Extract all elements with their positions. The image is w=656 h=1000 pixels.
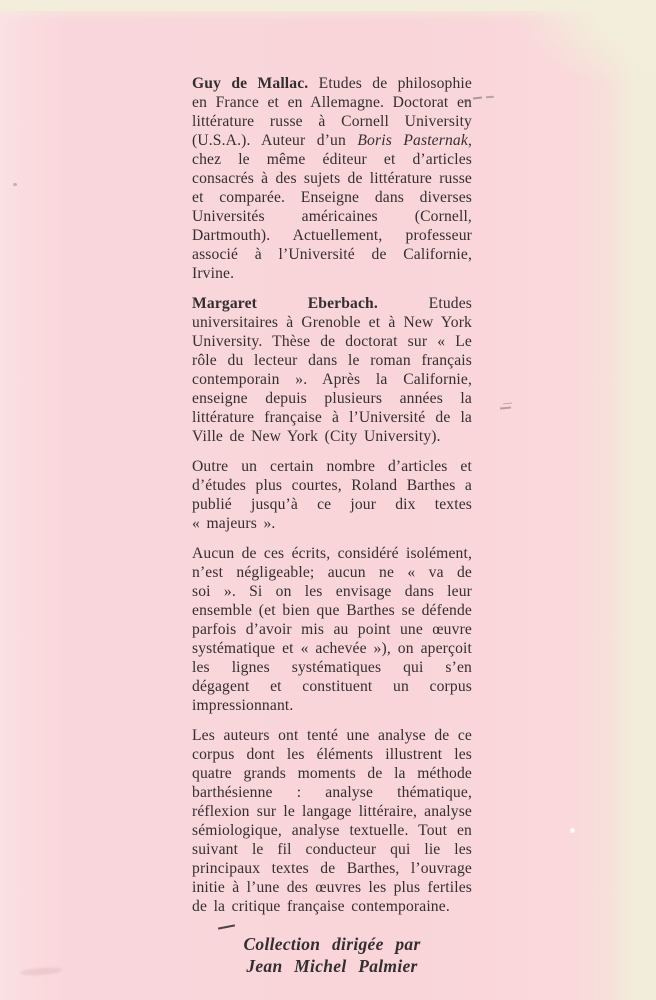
paragraph-barthes-publications: Outre un certain nombre d’articles et d’études plus courtes, Roland Barthes a publié jusqu’à ce jour dix textes « majeurs ». xyxy=(192,458,472,532)
colophon-line-1: Collection dirigée par xyxy=(243,934,421,954)
pencil-dash-mark xyxy=(218,924,235,929)
author-name-eberbach: Margaret Eberbach. xyxy=(192,295,378,312)
author-name-mallac: Guy de Mallac. xyxy=(192,75,309,92)
pencil-mark xyxy=(503,403,512,405)
paragraph-book-method: Les auteurs ont tenté une analyse de ce corpus dont les éléments illustrent les quatre grands moments de la méthode barthésienne : analyse thématique, réflexion sur le langage littéraire, analyse sémiologique, analyse textuelle. Tout en suivant le fil conducteur qui lie les principaux textes de Barthes, l’ouvrage initie à l’une des œuvres les plus fertiles de la critique française contemporaine. xyxy=(192,727,472,915)
paragraph-author-bio-eberbach xyxy=(192,294,472,446)
colophon-line-2: Jean Michel Palmier xyxy=(246,956,418,976)
pink-cover-paper xyxy=(0,11,656,1000)
text-column xyxy=(192,74,472,977)
paragraph-corpus-description: Aucun de ces écrits, considéré isolément, n’est négligeable; aucun ne « va de soi ». Si on les envisage dans leur ensemble (et bien que Barthes se défende parfois d’avoir mis au point une œuvre systématique et « achevée »), on aperçoit les lignes systématiques qui s’en dégagent et constituent un corpus impressionnant. xyxy=(192,545,472,714)
paper-speck xyxy=(13,183,17,186)
bio-text-mallac-2: , chez le même éditeur et d’articles consacrés à des sujets de littérature russe et comparée. Enseigne dans diverses Universités américaines (Cornell, Dartmouth). Actuellement, professeur associé à l’Université de Californie, Irvine. xyxy=(192,132,472,282)
pencil-mark xyxy=(486,96,494,99)
pencil-mark xyxy=(500,407,511,410)
bio-text-mallac-1: Etudes de philosophie en France et en Allemagne. Doctorat en littérature russe à Cornell University (U.S.A.). Auteur d’un xyxy=(192,75,472,149)
paper-speck xyxy=(570,828,575,833)
bio-text-eberbach: Etudes universitaires à Grenoble et à New York University. Thèse de doctorat sur « Le rôle du lecteur dans le roman français contemporain ». Après la Californie, enseigne depuis plusieurs années la littérature française à l’Université de la Ville de New York (City University). xyxy=(192,295,472,445)
book-title-boris-pasternak: Boris Pasternak xyxy=(357,132,468,149)
colophon xyxy=(192,933,472,977)
paper-smudge xyxy=(20,967,62,977)
pencil-mark xyxy=(473,97,482,100)
paragraph-author-bio-mallac xyxy=(192,74,472,283)
